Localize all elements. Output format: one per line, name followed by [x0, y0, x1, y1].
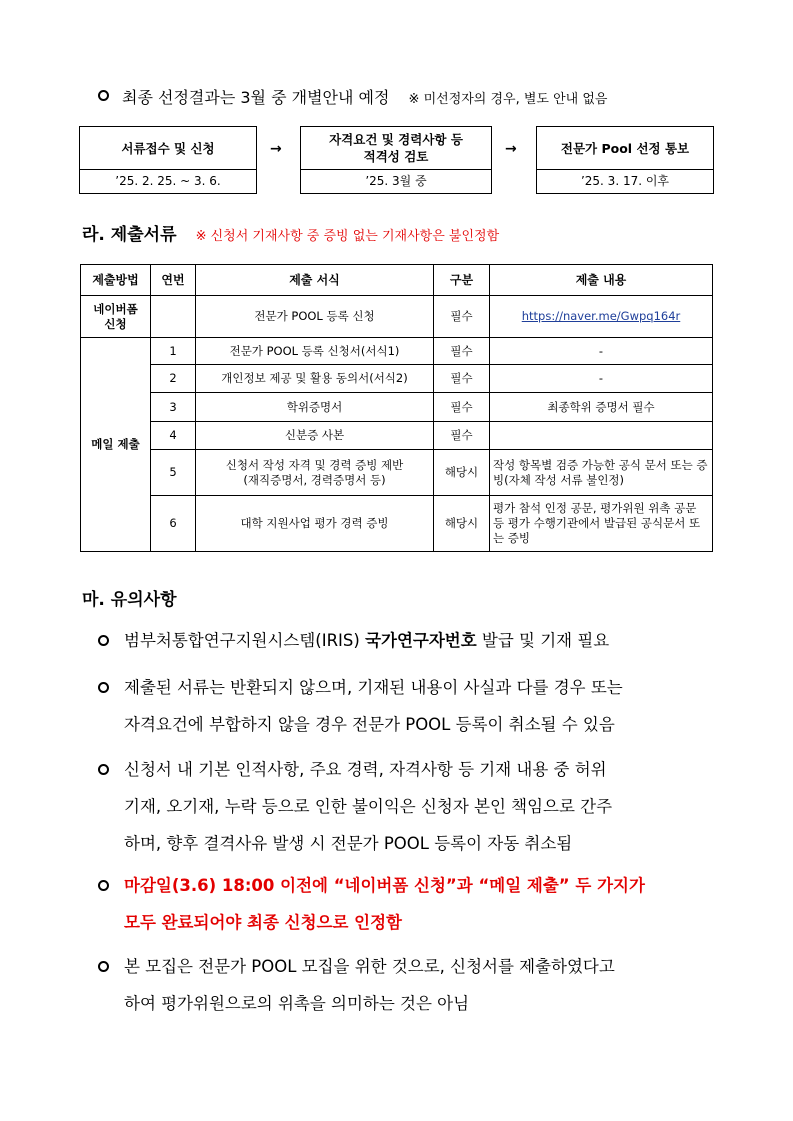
notice-bold-text: 국가연구자번호 — [365, 631, 477, 650]
table-row — [81, 422, 713, 450]
notice-text: 발급 및 기재 필요 — [476, 631, 610, 650]
header-no: 연번 — [151, 265, 196, 296]
bullet-circle-icon — [98, 635, 109, 646]
content-cell: - — [490, 338, 713, 365]
method-cell: 네이버폼 신청 — [81, 296, 151, 338]
form-cell: 대학 지원사업 평가 경력 증빙 — [196, 496, 434, 552]
selection-notice-text: 최종 선정결과는 3월 중 개별안내 예정 — [122, 88, 390, 107]
notice-text: 범부처통합연구지원시스템(IRIS) — [124, 631, 366, 650]
bullet-circle-icon — [98, 880, 109, 891]
form-cell: 신청서 작성 자격 및 경력 증빙 제반 (재직증명서, 경력증명서 등) — [196, 450, 434, 496]
naver-form-link[interactable]: https://naver.me/Gwpq164r — [521, 309, 681, 323]
content-cell — [490, 296, 713, 338]
notice-line: 마감일(3.6) 18:00 이전에 “네이버폼 신청”과 “메일 제출” 두 가지가 — [124, 876, 645, 895]
flow-step-date: ’25. 3. 17. 이후 — [580, 174, 670, 188]
type-cell: 필수 — [434, 338, 490, 365]
flow-step-1 — [79, 126, 257, 194]
notice-item-1 — [98, 622, 609, 659]
notice-item-5 — [98, 948, 615, 1022]
content-cell: 평가 참석 인정 공문, 평가위원 위촉 공문 등 평가 수행기관에서 발급된 공식문서 또는 증빙 — [490, 496, 713, 552]
flow-step-2 — [300, 126, 492, 194]
bullet-circle-icon — [98, 682, 109, 693]
flow-step-3 — [536, 126, 714, 194]
notice-line: 모두 완료되어야 최종 신청으로 인정함 — [124, 913, 403, 932]
no-cell: 5 — [151, 450, 196, 496]
table-row — [81, 496, 713, 552]
flow-step-date: ’25. 2. 25. ~ 3. 6. — [115, 173, 221, 188]
flow-step-title: 전문가 Pool 선정 통보 — [537, 127, 713, 170]
no-cell: 2 — [151, 365, 196, 393]
bullet-circle-icon — [98, 764, 109, 775]
notice-line: 제출된 서류는 반환되지 않으며, 기재된 내용이 사실과 다를 경우 또는 — [124, 678, 623, 697]
form-cell: 학위증명서 — [196, 393, 434, 422]
form-cell: 개인정보 제공 및 활용 동의서(서식2) — [196, 365, 434, 393]
arrow-right-icon: → — [505, 141, 517, 157]
notice-line: 본 모집은 전문가 POOL 모집을 위한 것으로, 신청서를 제출하였다고 — [124, 957, 615, 976]
no-cell: 4 — [151, 422, 196, 450]
documents-table — [80, 264, 713, 552]
section-ra-heading — [82, 220, 499, 245]
type-cell: 필수 — [434, 393, 490, 422]
content-cell: 최종학위 증명서 필수 — [490, 393, 713, 422]
arrow-right-icon: → — [270, 141, 282, 157]
table-header-row — [81, 265, 713, 296]
selection-notice-note: ※ 미선정자의 경우, 별도 안내 없음 — [408, 92, 608, 107]
notice-item-2 — [98, 669, 623, 743]
content-cell: - — [490, 365, 713, 393]
header-type: 구분 — [434, 265, 490, 296]
no-cell: 1 — [151, 338, 196, 365]
type-cell: 필수 — [434, 422, 490, 450]
flow-step-date: ’25. 3월 중 — [365, 174, 427, 188]
bullet-circle-icon — [98, 961, 109, 972]
table-row — [81, 365, 713, 393]
notice-line: 하여 평가위원으로의 위촉을 의미하는 것은 아님 — [124, 994, 470, 1013]
notice-line: 기재, 오기재, 누락 등으로 인한 불이익은 신청자 본인 책임으로 간주 — [124, 797, 613, 816]
flow-step-title: 자격요건 및 경력사항 등 적격성 검토 — [301, 127, 491, 170]
header-content: 제출 내용 — [490, 265, 713, 296]
notice-line: 하며, 향후 결격사유 발생 시 전문가 POOL 등록이 자동 취소됨 — [124, 834, 573, 853]
bullet-circle-icon — [98, 90, 109, 101]
type-cell: 필수 — [434, 365, 490, 393]
method-cell-mail: 메일 제출 — [81, 338, 151, 552]
type-cell: 필수 — [434, 296, 490, 338]
form-cell: 전문가 POOL 등록 신청 — [196, 296, 434, 338]
selection-notice — [98, 85, 608, 108]
section-ra-title: 라. 제출서류 — [82, 225, 177, 245]
header-form: 제출 서식 — [196, 265, 434, 296]
form-cell: 신분증 사본 — [196, 422, 434, 450]
type-cell: 해당시 — [434, 450, 490, 496]
flow-step-title: 서류접수 및 신청 — [80, 127, 256, 170]
content-cell: 작성 항목별 검증 가능한 공식 문서 또는 증빙(자체 작성 서류 불인정) — [490, 450, 713, 496]
table-row — [81, 450, 713, 496]
form-cell: 전문가 POOL 등록 신청서(서식1) — [196, 338, 434, 365]
table-row — [81, 393, 713, 422]
section-ra-note: ※ 신청서 기재사항 중 증빙 없는 기재사항은 불인정함 — [195, 229, 500, 244]
table-row-naver — [81, 296, 713, 338]
header-method: 제출방법 — [81, 265, 151, 296]
content-cell — [490, 422, 713, 450]
notice-line: 신청서 내 기본 인적사항, 주요 경력, 자격사항 등 기재 내용 중 허위 — [124, 760, 607, 779]
no-cell: 3 — [151, 393, 196, 422]
notice-item-3 — [98, 751, 612, 862]
no-cell: 6 — [151, 496, 196, 552]
section-ma-title: 마. 유의사항 — [82, 590, 177, 610]
no-cell — [151, 296, 196, 338]
type-cell: 해당시 — [434, 496, 490, 552]
table-row — [81, 338, 713, 365]
notice-item-4-deadline — [98, 867, 645, 941]
notice-line: 자격요건에 부합하지 않을 경우 전문가 POOL 등록이 취소될 수 있음 — [124, 715, 615, 734]
